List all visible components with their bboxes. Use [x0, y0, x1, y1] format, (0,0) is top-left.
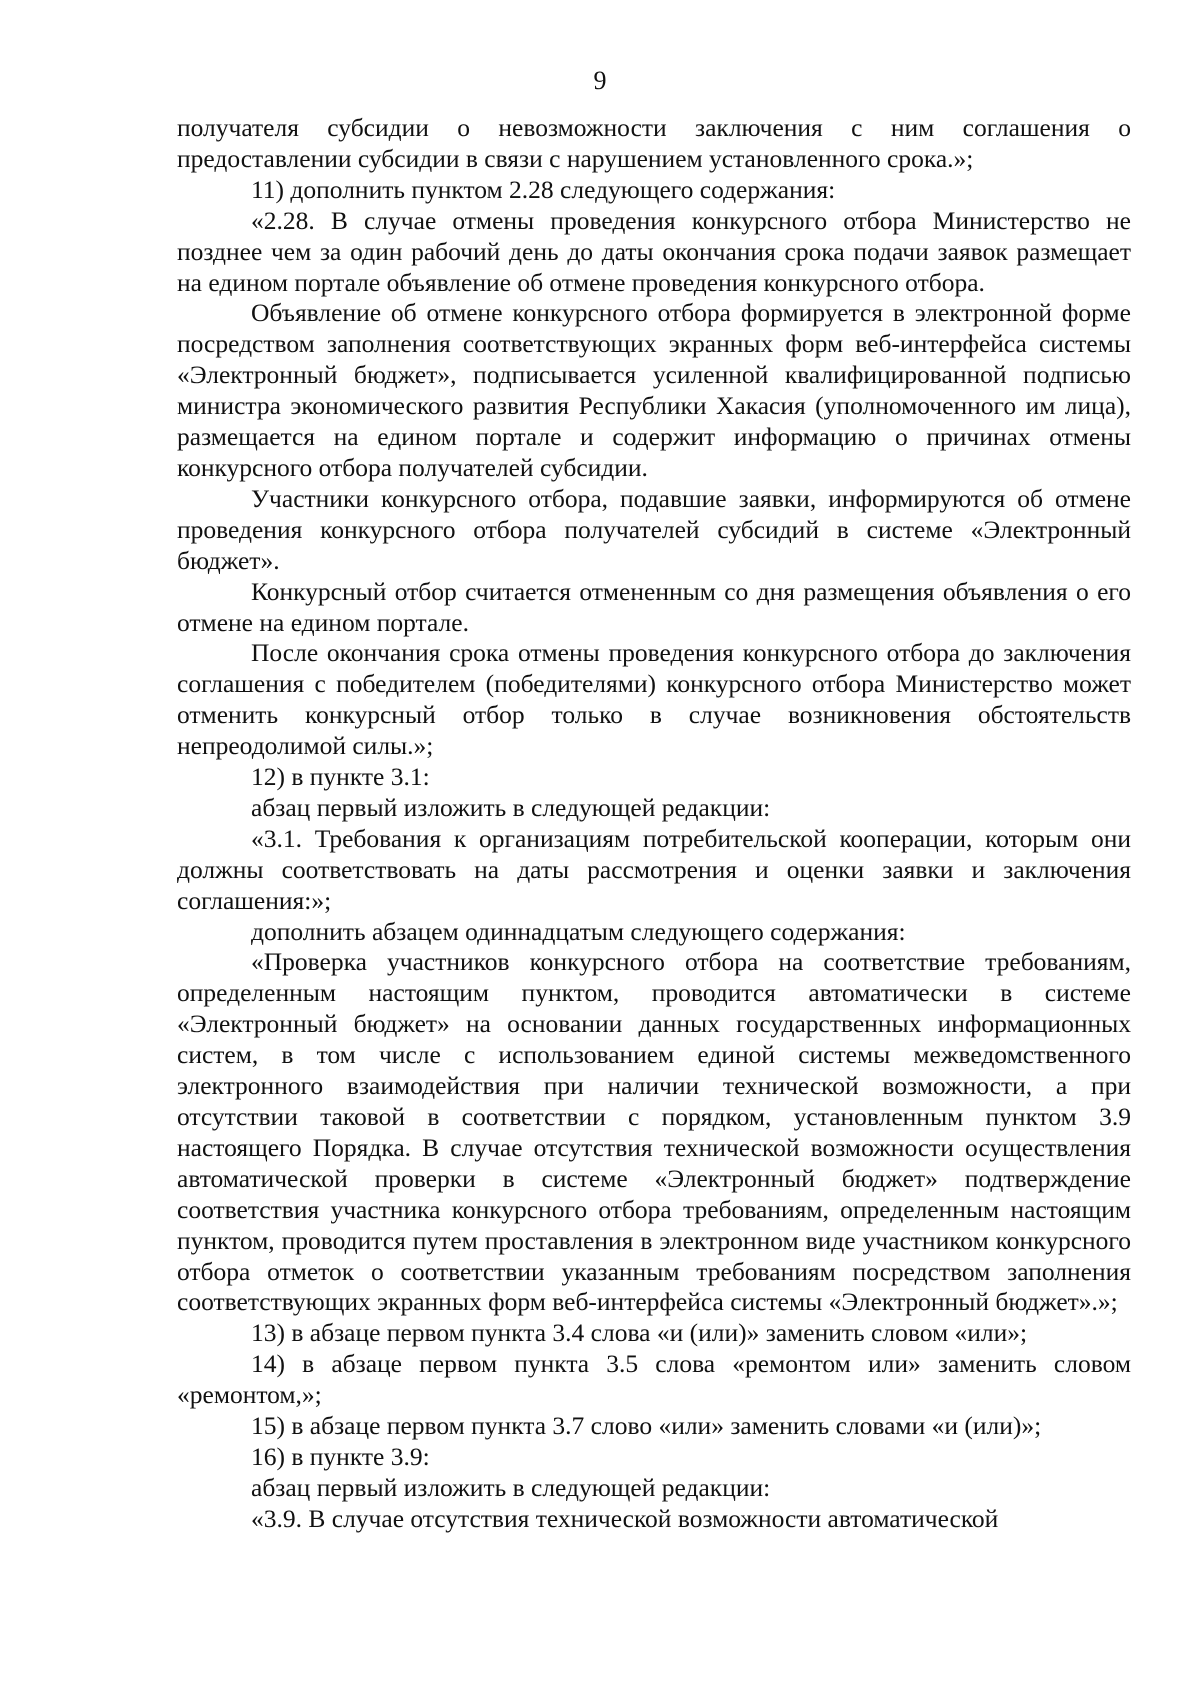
- paragraph: «3.1. Требования к организациям потребительской кооперации, которым они должны соответствовать на даты рассмотрения и оценки заявки и заключения соглашения:»;: [177, 823, 1131, 915]
- paragraph: 13) в абзаце первом пункта 3.4 слова «и (или)» заменить словом «или»;: [251, 1318, 1028, 1348]
- paragraph: Объявление об отмене конкурсного отбора формируется в электронной форме посредством заполнения соответствующих экранных форм веб-интерфейса системы «Электронный бюджет», подписывается усиленной квалифицированной подписью министра экономического развития Республики Хакасия (уполномоченного им лица), размещается на едином портале и содержит информацию о причинах отмены конкурсного отбора получателей субсидии.: [177, 298, 1131, 482]
- paragraph: 15) в абзаце первом пункта 3.7 слово «или» заменить словами «и (или)»;: [251, 1411, 1042, 1441]
- document-body: [177, 113, 1131, 1535]
- paragraph: 12) в пункте 3.1:: [251, 762, 430, 792]
- paragraph: абзац первый изложить в следующей редакции:: [251, 1472, 771, 1502]
- paragraph: «3.9. В случае отсутствия технической возможности автоматической: [251, 1503, 999, 1533]
- paragraph: «Проверка участников конкурсного отбора на соответствие требованиям, определенным настоящим пунктом, проводится автоматически в системе «Электронный бюджет» на основании данных государственных информационных систем, в том числе с использованием единой системы межведомственного электронного взаимодействия при наличии технической возможности, а при отсутствии таковой в соответствии с порядком, установленным пунктом 3.9 настоящего Порядка. В случае отсутствия технической возможности осуществления автоматической проверки в системе «Электронный бюджет» подтверждение соответствия участника конкурсного отбора требованиям, определенным настоящим пунктом, проводится путем проставления в электронном виде участником конкурсного отбора отметок о соответствии указанным требованиям посредством заполнения соответствующих экранных форм веб-интерфейса системы «Электронный бюджет».»;: [177, 947, 1131, 1317]
- paragraph: 14) в абзаце первом пункта 3.5 слова «ремонтом или» заменить словом «ремонтом,»;: [177, 1349, 1131, 1410]
- paragraph: Конкурсный отбор считается отмененным со дня размещения объявления о его отмене на едином портале.: [177, 576, 1131, 637]
- paragraph: получателя субсидии о невозможности заключения с ним соглашения о предоставлении субсидии в связи с нарушением установленного срока.»;: [177, 113, 1131, 173]
- paragraph: абзац первый изложить в следующей редакции:: [251, 792, 771, 822]
- paragraph: 16) в пункте 3.9:: [251, 1441, 430, 1471]
- paragraph: дополнить абзацем одиннадцатым следующего содержания:: [251, 916, 906, 946]
- paragraph: После окончания срока отмены проведения конкурсного отбора до заключения соглашения с победителем (победителями) конкурсного отбора Министерство может отменить конкурсный отбор только в случае возникновения обстоятельств непреодолимой силы.»;: [177, 638, 1131, 761]
- paragraph: Участники конкурсного отбора, подавшие заявки, информируются об отмене проведения конкурсного отбора получателей субсидий в системе «Электронный бюджет».: [177, 483, 1131, 575]
- paragraph: 11) дополнить пунктом 2.28 следующего содержания:: [251, 174, 836, 204]
- paragraph: «2.28. В случае отмены проведения конкурсного отбора Министерство не позднее чем за один рабочий день до даты окончания срока подачи заявок размещает на едином портале объявление об отмене проведения конкурсного отбора.: [177, 205, 1131, 297]
- page-number: 9: [593, 66, 607, 95]
